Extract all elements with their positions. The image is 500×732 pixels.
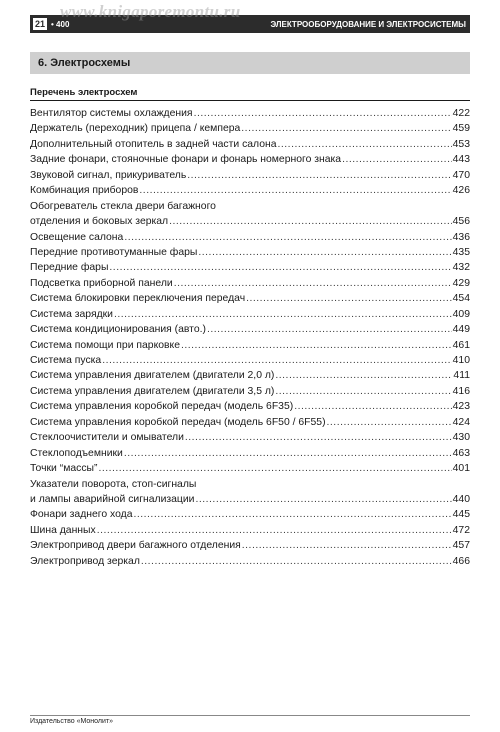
toc-entry-title: Система пуска <box>30 355 102 366</box>
toc-entry <box>30 260 470 275</box>
toc-entry-title: Система управления коробкой передач (модель 6F50 / 6F55) <box>30 416 326 428</box>
toc-leader-dots <box>102 353 451 368</box>
toc-leader-dots <box>342 152 452 167</box>
toc-entry <box>30 353 470 368</box>
toc-leader-dots <box>242 538 452 553</box>
toc-leader-dots <box>187 168 451 183</box>
list-heading: Перечень электросхем <box>30 87 470 101</box>
toc-leader-dots <box>194 106 452 121</box>
toc-entry-title: Точки “массы” <box>30 463 98 475</box>
toc-entry-page: 430 <box>452 432 470 444</box>
toc-leader-dots <box>169 214 452 229</box>
toc-entry <box>30 106 470 121</box>
toc-entry <box>30 245 470 260</box>
toc-entry-page: 445 <box>452 509 470 521</box>
toc-entry-title: Система помощи при парковке <box>30 339 180 351</box>
toc-entry <box>30 121 470 136</box>
toc-entry-page: 435 <box>452 246 470 258</box>
toc-entry-title: Стеклоочистители и омыватели <box>30 432 184 444</box>
toc-entry-page: 440 <box>452 493 470 505</box>
toc-entry-title: Дополнительный отопитель в задней части салона <box>30 138 277 150</box>
toc-entry-title: Передние противотуманные фары <box>30 246 198 258</box>
toc-entry-title: Система кондиционирования (авто.) <box>30 324 206 336</box>
toc-entry-title: Комбинация приборов <box>30 185 139 197</box>
toc-leader-dots <box>114 307 452 322</box>
toc-entry-page: 461 <box>452 339 470 351</box>
toc-entry-page: 459 <box>452 123 470 135</box>
toc-entry-title: Система управления двигателем (двигатели 3,5 л) <box>30 385 275 397</box>
footer-divider <box>30 715 470 716</box>
toc-leader-dots <box>294 399 451 414</box>
toc-entry-page: 472 <box>452 524 470 536</box>
toc-entry-title: Указатели поворота, стоп-сигналы <box>30 478 197 490</box>
toc-entry-title: Фонари заднего хода <box>30 509 133 521</box>
toc-leader-dots <box>174 276 452 291</box>
toc-entry-page: 429 <box>452 277 470 289</box>
toc-entry-page: 401 <box>452 463 470 475</box>
toc-entry-page: 424 <box>452 416 470 428</box>
section-title: 6. Электросхемы <box>30 52 470 74</box>
toc-entry-title: Система блокировки переключения передач <box>30 293 246 305</box>
toc-leader-dots <box>98 461 451 476</box>
chapter-number: 21 <box>35 19 46 29</box>
toc-entry <box>30 152 470 167</box>
toc-leader-dots <box>109 260 451 275</box>
toc-leader-dots <box>207 322 452 337</box>
toc-leader-dots <box>124 446 452 461</box>
toc-entry-title: Электропривод зеркал <box>30 555 140 567</box>
toc-entry <box>30 276 470 291</box>
toc-leader-dots <box>185 430 452 445</box>
toc-entry-title: Система управления двигателем (двигатели 2,0 л) <box>30 370 275 382</box>
toc-entry <box>30 492 470 507</box>
toc-leader-dots <box>134 507 452 522</box>
toc-entry-page: 432 <box>452 262 470 274</box>
toc-leader-dots <box>246 291 452 306</box>
toc-entry-page: 436 <box>452 231 470 243</box>
toc-entry-page: 449 <box>452 324 470 336</box>
toc-entry <box>30 538 470 553</box>
toc-entry-title: Освещение салона <box>30 231 124 243</box>
toc-entry <box>30 415 470 430</box>
toc-entry <box>30 554 470 569</box>
toc-entry <box>30 183 470 198</box>
toc-entry-title: отделения и боковых зеркал <box>30 216 169 228</box>
toc-leader-dots <box>275 384 451 399</box>
toc-entry-page: 422 <box>452 108 470 119</box>
toc-entry-page: 463 <box>452 447 470 459</box>
toc-entry <box>30 384 470 399</box>
toc-entry <box>30 322 470 337</box>
toc-entry <box>30 137 470 152</box>
toc-entry <box>30 307 470 322</box>
toc-leader-dots <box>97 523 452 538</box>
toc-entry <box>30 507 470 522</box>
toc-leader-dots <box>198 245 451 260</box>
toc-entry-page: 443 <box>452 154 470 166</box>
toc-leader-dots <box>124 230 451 245</box>
toc-entry <box>30 338 470 353</box>
publisher-footer: Издательство «Монолит» <box>30 718 114 725</box>
toc-entry-title: Задние фонари, стояночные фонари и фонарь номерного знака <box>30 154 342 166</box>
toc-leader-dots <box>241 121 451 136</box>
toc-entry-title: Подсветка приборной панели <box>30 277 173 289</box>
toc-entry-title: Система зарядки <box>30 308 113 320</box>
toc-list <box>30 106 470 569</box>
toc-entry <box>30 523 470 538</box>
toc-entry-title: Держатель (переходник) прицепа / кемпера <box>30 123 241 135</box>
toc-entry-title: Передние фары <box>30 262 109 274</box>
toc-leader-dots <box>181 338 452 353</box>
watermark-url: www.knigaporemontu.ru <box>60 2 241 21</box>
toc-leader-dots <box>196 492 452 507</box>
toc-entry <box>30 368 470 383</box>
toc-entry-page: 454 <box>452 293 470 305</box>
toc-entry-title: Вентилятор системы охлаждения <box>30 108 193 119</box>
toc-entry-page: 457 <box>452 540 470 552</box>
toc-entry <box>30 461 470 476</box>
toc-entry <box>30 230 470 245</box>
toc-entry-page: 456 <box>452 216 470 228</box>
toc-leader-dots <box>278 137 452 152</box>
toc-leader-dots <box>275 368 452 383</box>
toc-entry-title: и лампы аварийной сигнализации <box>30 493 195 505</box>
toc-entry-page: 411 <box>453 370 470 382</box>
toc-entry <box>30 430 470 445</box>
toc-entry <box>30 446 470 461</box>
page-number: • 400 <box>51 19 70 29</box>
toc-entry-page: 470 <box>452 169 470 181</box>
toc-entry <box>30 168 470 183</box>
toc-entry-title: Система управления коробкой передач (модель 6F35) <box>30 401 294 413</box>
toc-entry-page: 466 <box>452 555 470 567</box>
toc-entry <box>30 399 470 414</box>
toc-entry-title: Звуковой сигнал, прикуриватель <box>30 169 187 181</box>
running-section-title: ЭЛЕКТРООБОРУДОВАНИЕ И ЭЛЕКТРОСИСТЕМЫ <box>270 19 466 29</box>
toc-entry <box>30 214 470 229</box>
toc-entry-title: Электропривод двери багажного отделения <box>30 540 241 552</box>
toc-entry-page: 410 <box>452 355 470 366</box>
toc-entry <box>30 477 470 492</box>
toc-entry-page: 453 <box>452 138 470 150</box>
toc-entry-page: 416 <box>452 385 470 397</box>
toc-entry-title: Шина данных <box>30 524 96 536</box>
toc-leader-dots <box>327 415 452 430</box>
toc-entry-title: Стеклоподъемники <box>30 447 123 459</box>
toc-entry-title: Обогреватель стекла двери багажного <box>30 200 216 212</box>
toc-leader-dots <box>139 183 451 198</box>
toc-entry-page: 409 <box>452 308 470 320</box>
toc-entry-page: 423 <box>452 401 470 413</box>
toc-leader-dots <box>141 554 452 569</box>
toc-entry <box>30 199 470 214</box>
toc-entry-page: 426 <box>452 185 470 197</box>
toc-entry <box>30 291 470 306</box>
